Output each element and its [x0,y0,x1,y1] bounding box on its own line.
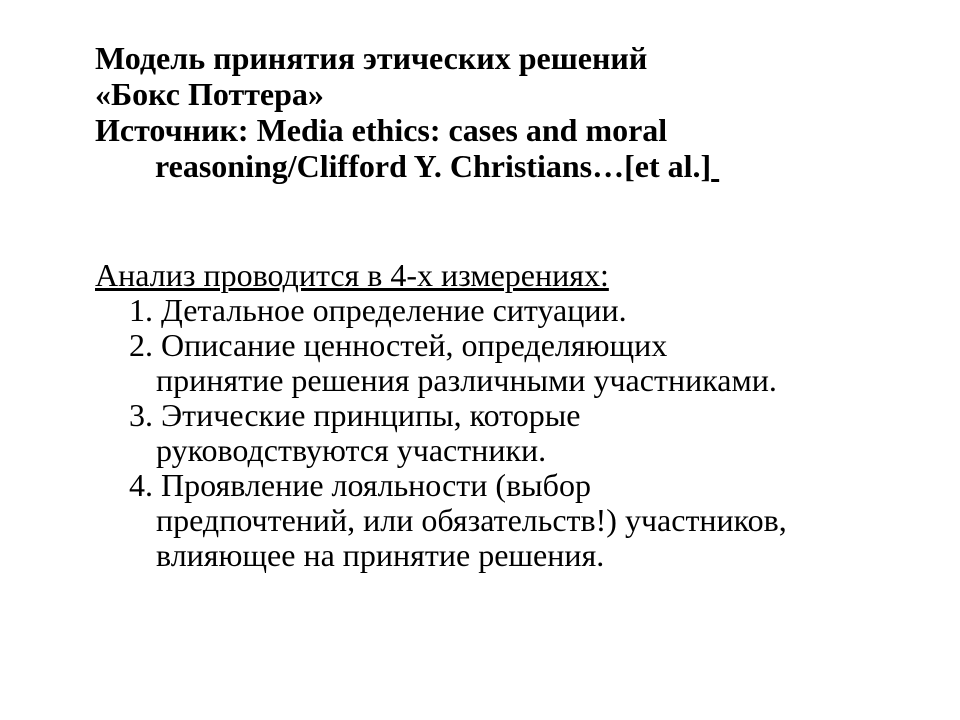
list-item-3 [95,398,925,468]
list-item-4 [95,468,925,573]
slide-header [95,40,915,184]
list-item-2-line-2: принятие решения различными участниками. [156,362,777,398]
source-line-2 [95,148,915,184]
list-item-3-line-2: руководствуются участники. [156,432,547,468]
source-line-1: Источник: Media ethics: cases and moral [95,112,668,148]
list-item-4-line-1: 4. Проявление лояльности (выбор [129,467,591,503]
list-item-1-line-1: 1. Детальное определение ситуации. [129,292,627,328]
source-trailing-underline [711,148,719,184]
analysis-section [95,258,925,573]
list-item-1 [95,293,925,328]
slide-title-line-2: «Бокс Поттера» [95,76,324,112]
list-item-2 [95,328,925,398]
list-item-4-line-2: предпочтений, или обязательств!) участников, [156,502,787,538]
slide-title-line-1: Модель принятия этических решений [95,40,648,76]
analysis-heading: Анализ проводится в 4-х измерениях: [95,257,609,293]
list-item-2-line-1: 2. Описание ценностей, определяющих [129,327,668,363]
list-item-3-line-1: 3. Этические принципы, которые [129,397,581,433]
source-citation: reasoning/Clifford Y. Christians…[et al.] [155,148,712,184]
list-item-4-line-3: влияющее на принятие решения. [156,537,605,573]
